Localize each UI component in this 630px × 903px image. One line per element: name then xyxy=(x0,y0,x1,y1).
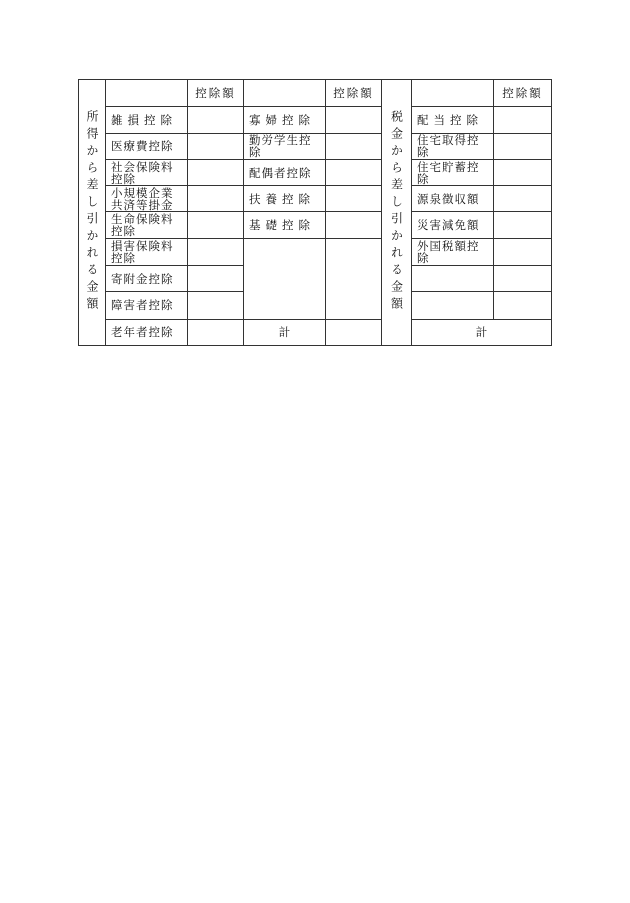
amount-field[interactable] xyxy=(326,133,382,159)
income-deduction-title-cell xyxy=(79,80,106,346)
header-amount: 控除額 xyxy=(188,80,244,107)
label-basic: 基礎控除 xyxy=(244,212,326,238)
label-casualty-insurance: 損害保険料控除 xyxy=(106,238,188,265)
label-withholding: 源泉徴収額 xyxy=(412,186,494,212)
amount-field[interactable] xyxy=(188,133,244,159)
label-dependents: 扶養控除 xyxy=(244,186,326,212)
amount-field[interactable] xyxy=(188,186,244,212)
empty-cell xyxy=(326,238,382,319)
amount-field[interactable] xyxy=(494,238,552,265)
label-misc-loss: 雑損控除 xyxy=(106,107,188,133)
empty-cell xyxy=(412,292,494,319)
amount-field[interactable] xyxy=(494,159,552,185)
amount-field[interactable] xyxy=(188,107,244,133)
empty-cell xyxy=(244,238,326,319)
amount-field[interactable] xyxy=(188,319,244,345)
tax-deduction-title-cell xyxy=(382,80,412,346)
label-disaster-reduction: 災害減免額 xyxy=(412,212,494,238)
label-foreign-tax: 外国税額控除 xyxy=(412,238,494,265)
amount-field[interactable] xyxy=(188,238,244,265)
deduction-form xyxy=(78,79,551,346)
amount-field[interactable] xyxy=(188,292,244,319)
label-small-business: 小規模企業共済等掛金 xyxy=(106,186,188,212)
amount-field[interactable] xyxy=(494,133,552,159)
amount-field[interactable] xyxy=(326,212,382,238)
label-social-insurance: 社会保険料控除 xyxy=(106,159,188,185)
label-medical: 医療費控除 xyxy=(106,133,188,159)
tax-deduction-title: 税金から差し引かれる金額 xyxy=(389,109,404,314)
empty-cell xyxy=(412,266,494,292)
income-deduction-title: 所得から差し引かれる金額 xyxy=(85,109,99,314)
header-amount: 控除額 xyxy=(494,80,552,107)
header-amount: 控除額 xyxy=(326,80,382,107)
label-working-student: 勤労学生控除 xyxy=(244,133,326,159)
amount-field[interactable] xyxy=(494,266,552,292)
income-total-label: 計 xyxy=(244,319,326,345)
amount-field[interactable] xyxy=(326,107,382,133)
label-housing-acquisition: 住宅取得控除 xyxy=(412,133,494,159)
tax-total-label: 計 xyxy=(412,319,552,345)
amount-field[interactable] xyxy=(326,186,382,212)
amount-field[interactable] xyxy=(494,107,552,133)
label-disability: 障害者控除 xyxy=(106,292,188,319)
label-spouse: 配偶者控除 xyxy=(244,159,326,185)
amount-field[interactable] xyxy=(494,212,552,238)
label-donation: 寄附金控除 xyxy=(106,266,188,292)
amount-field[interactable] xyxy=(494,186,552,212)
header-blank xyxy=(106,80,188,107)
income-total-field[interactable] xyxy=(326,319,382,345)
header-blank xyxy=(244,80,326,107)
amount-field[interactable] xyxy=(326,159,382,185)
label-housing-savings: 住宅貯蓄控除 xyxy=(412,159,494,185)
header-blank xyxy=(412,80,494,107)
amount-field[interactable] xyxy=(188,159,244,185)
deduction-table xyxy=(78,79,552,346)
label-elderly: 老年者控除 xyxy=(106,319,188,345)
label-widow: 寡婦控除 xyxy=(244,107,326,133)
label-life-insurance: 生命保険料控除 xyxy=(106,212,188,238)
amount-field[interactable] xyxy=(494,292,552,319)
amount-field[interactable] xyxy=(188,212,244,238)
amount-field[interactable] xyxy=(188,266,244,292)
label-dividend: 配当控除 xyxy=(412,107,494,133)
